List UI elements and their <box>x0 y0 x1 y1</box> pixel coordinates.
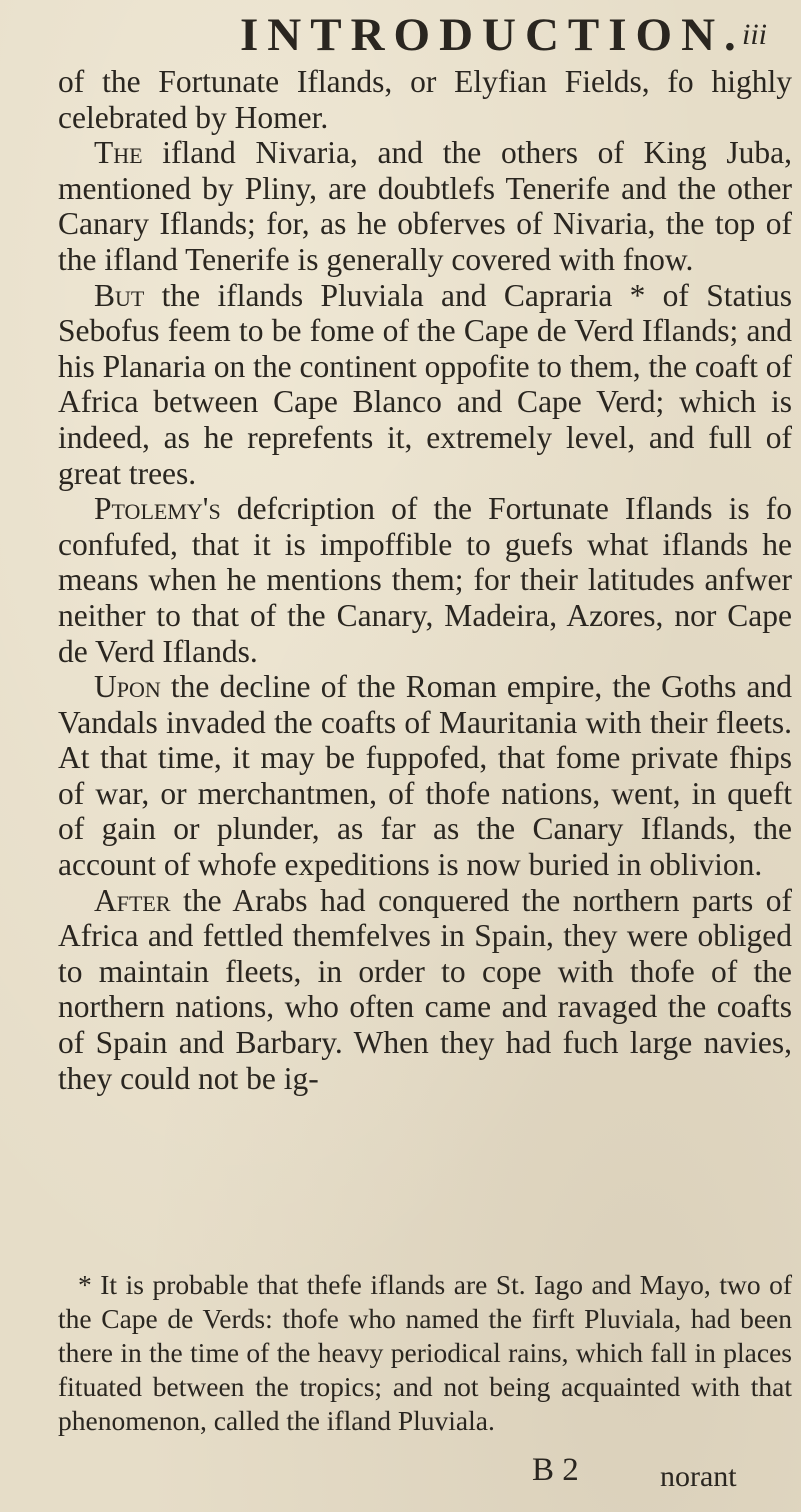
paragraph-text: of the Fortunate Iflands, or Elyfian Fields, fo highly celebrated by Homer. <box>58 64 792 135</box>
signature-mark: B 2 <box>532 1452 579 1488</box>
paragraph-lead: After <box>94 882 171 918</box>
paragraph-lead: But <box>94 277 145 313</box>
running-title: INTRODUCTION. <box>240 9 745 61</box>
paragraph-text: defcription of the Fortunate Iflands is fo confufed, that it is impoffible to guefs what iflands he means when he mentions them; for their latitudes anfwer neither to that of the Canary, Madeira, Azores, nor Cape de Verd Iflands. <box>58 491 792 669</box>
paragraph-text: the iflands Pluviala and Capraria * of Statius Sebofus feem to be fome of the Cape de Verd Iflands; and his Planaria on the continent oppofite to them, the coaft of Africa between Cape Blanco and Cape Verd; which is indeed, as he reprefents it, extremely level, and full of great trees. <box>58 277 792 491</box>
paragraph-nivaria <box>58 135 792 277</box>
page-number: iii <box>742 18 768 51</box>
body-text <box>58 64 792 1096</box>
page-header <box>0 8 801 68</box>
paragraph-lead: Upon <box>94 669 161 705</box>
footnote: * It is probable that thefe iflands are St. Iago and Mayo, two of the Cape de Verds: thofe who named the firft Pluviala, had been there in the time of the heavy periodical rains, which fall in places fituated between the tropics; and not being acquainted with that phenomenon, called the ifland Pluviala. <box>58 1269 792 1436</box>
paragraph-roman-empire <box>58 669 792 883</box>
catchword: norant <box>660 1460 737 1493</box>
paragraph-pluviala <box>58 278 792 492</box>
paragraph-text: the Arabs had conquered the northern parts of Africa and fettled themfelves in Spain, they were obliged to maintain fleets, in order to cope with thofe of the northern nations, who often came and ravaged the coafts of Spain and Barbary. When they had fuch large navies, they could not be ig- <box>58 882 792 1096</box>
paragraph-lead: Ptolemy's <box>94 491 221 527</box>
paragraph-lead: The <box>94 135 143 171</box>
paragraph-ptolemy <box>58 491 792 669</box>
paragraph-arabs <box>58 883 792 1097</box>
paragraph-text: the decline of the Roman empire, the Goths and Vandals invaded the coafts of Mauritania with their fleets. At that time, it may be fuppofed, that fome private fhips of war, or merchantmen, of thofe nations, went, in queft of gain or plunder, as far as the Canary Iflands, the account of whofe expeditions is now buried in oblivion. <box>58 669 792 883</box>
paragraph-continuation <box>58 64 792 135</box>
paragraph-text: ifland Nivaria, and the others of King Juba, mentioned by Pliny, are doubtlefs Tenerife and the other Canary Iflands; for, as he obferves of Nivaria, the top of the ifland Tenerife is generally covered with fnow. <box>58 135 792 277</box>
